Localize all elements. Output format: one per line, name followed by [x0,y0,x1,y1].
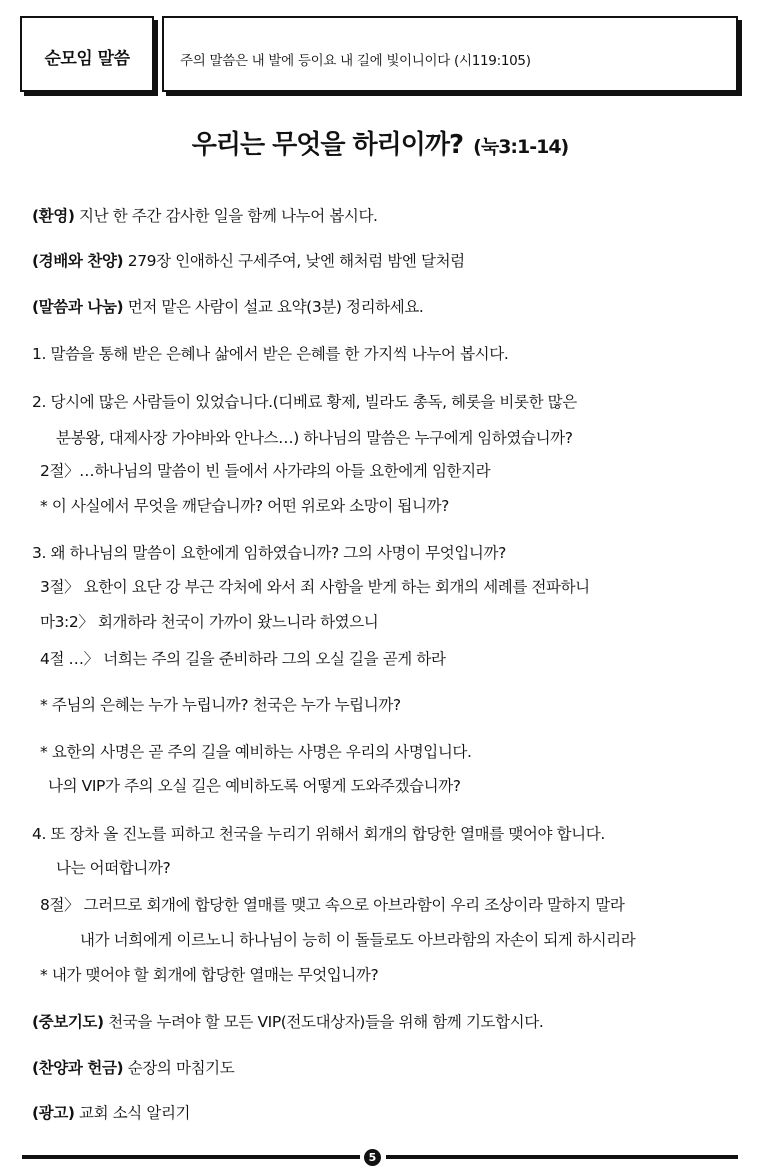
footer-rule-right [386,1155,738,1159]
page-number: 5 [364,1149,381,1166]
question-3-verse-2: 마3:2〉 회개하라 천국이 가까이 왔느니라 하였으니 [40,613,379,631]
footer-rule-left [22,1155,360,1159]
section-label: 순모임 말씀 [44,49,130,69]
question-4-verse-1: 8절〉 그러므로 회개에 합당한 열매를 맺고 속으로 아브라함이 우리 조상이라 말하지 말라 [40,896,625,914]
question-2-sub: * 이 사실에서 무엇을 깨닫습니까? 어떤 위로와 소망이 됩니까? [40,497,449,515]
prayer-label: (중보기도) [32,1013,104,1031]
question-3-line-1: 3. 왜 하나님의 말씀이 요한에게 임하였습니까? 그의 사명이 무엇입니까? [32,544,506,562]
title-main: 우리는 무엇을 하리이까? [191,130,464,160]
theme-verse: 주의 말씀은 내 발에 등이요 내 길에 빛이니이다 (시119:105) [180,53,531,69]
section-label-box [20,16,154,92]
question-2-verse: 2절〉…하나님의 말씀이 빈 들에서 사가랴의 아들 요한에게 임한지라 [40,462,491,480]
question-3-verse-1: 3절〉 요한이 요단 강 부근 각처에 와서 죄 사함을 받게 하는 회개의 세례를 전파하니 [40,578,590,596]
notice-text: 교회 소식 알리기 [74,1104,191,1122]
question-4-line-1: 4. 또 장차 올 진노를 피하고 천국을 누리기 위해서 회개의 합당한 열매를 맺어야 합니다. [32,825,605,843]
prayer-line [32,1010,543,1032]
question-2-line-2: 분봉왕, 대제사장 가야바와 안나스…) 하나님의 말씀은 누구에게 임하였습니까? [56,429,573,447]
question-3-sub-1: * 주님의 은혜는 누가 누립니까? 천국은 누가 누립니까? [40,696,401,714]
question-3-sub-3: 나의 VIP가 주의 오실 길은 예비하도록 어떻게 도와주겠습니까? [48,777,461,795]
question-4-line-2: 나는 어떠합니까? [56,859,171,877]
question-4-verse-2: 내가 너희에게 이르노니 하나님이 능히 이 돌들로도 아브라함의 자손이 되게 하시리라 [80,931,636,949]
question-3-sub-2: * 요한의 사명은 곧 주의 길을 예비하는 사명은 우리의 사명입니다. [40,743,472,761]
header [0,0,760,100]
page-title [0,124,760,161]
word-line [32,295,423,317]
prayer-text: 천국을 누려야 할 모든 VIP(전도대상자)들을 위해 함께 기도합시다. [103,1013,544,1031]
offering-label: (찬양과 헌금) [32,1059,124,1077]
question-2-line-1: 2. 당시에 많은 사람들이 있었습니다.(디베료 황제, 빌라도 총독, 헤롯을 비롯한 많은 [32,393,577,411]
welcome-label: (환영) [32,207,75,225]
worship-text: 279장 인애하신 구세주여, 낮엔 해처럼 밤엔 달처럼 [123,252,465,270]
title-reference: (눅3:1-14) [473,136,569,158]
welcome-line [32,204,378,226]
notice-label: (광고) [32,1104,75,1122]
word-text: 먼저 맡은 사람이 설교 요약(3분) 정리하세요. [123,298,424,316]
question-1: 1. 말씀을 통해 받은 은혜나 삶에서 받은 은혜를 한 가지씩 나누어 봅시다. [32,345,509,363]
offering-text: 순장의 마침기도 [123,1059,235,1077]
question-4-sub: * 내가 맺어야 할 회개에 합당한 열매는 무엇입니까? [40,966,379,984]
question-3-verse-3: 4절 …〉 너희는 주의 길을 준비하라 그의 오실 길을 곧게 하라 [40,650,446,668]
offering-line [32,1056,234,1078]
footer [0,1148,760,1168]
verse-box [162,16,738,92]
word-label: (말씀과 나눔) [32,298,124,316]
worship-line [32,249,465,271]
notice-line [32,1101,190,1123]
welcome-text: 지난 한 주간 감사한 일을 함께 나누어 봅시다. [74,207,378,225]
worship-label: (경배와 찬양) [32,252,124,270]
